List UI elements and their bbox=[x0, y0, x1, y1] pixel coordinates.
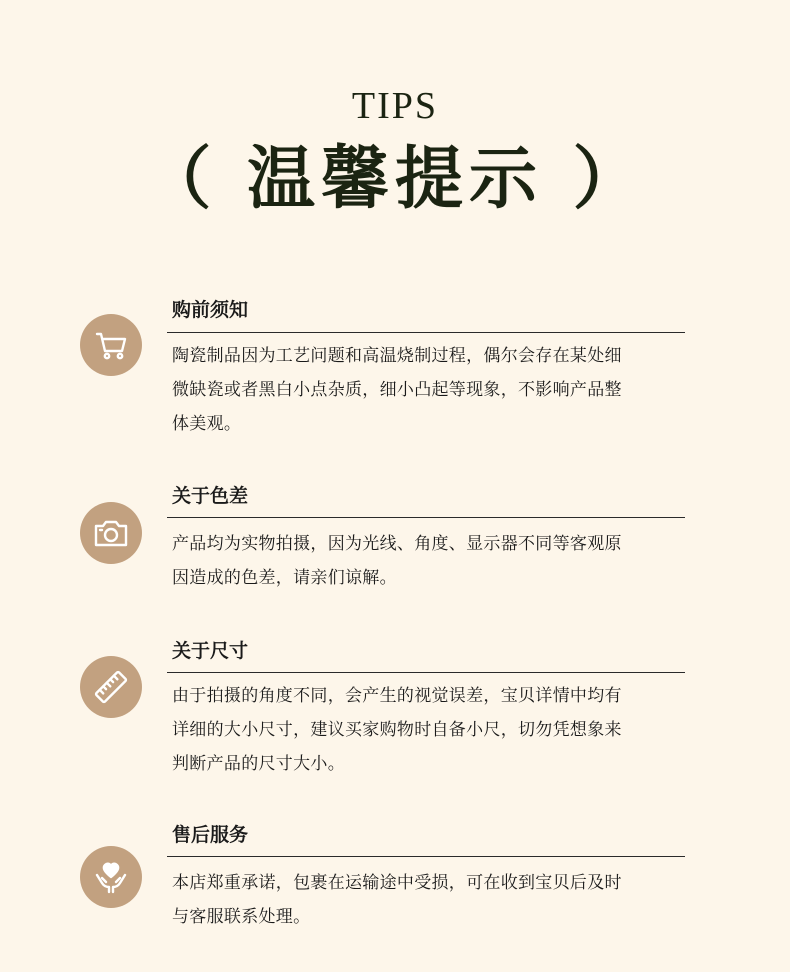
tips-heading-cn: （ 温馨提示 ） bbox=[143, 140, 647, 219]
section-title: 关于尺寸 bbox=[172, 640, 249, 662]
section-body bbox=[172, 866, 692, 934]
section-body bbox=[172, 339, 692, 441]
body-line: 本店郑重承诺，包裹在运输途中受损，可在收到宝贝后及时 bbox=[172, 873, 622, 893]
body-line: 由于拍摄的角度不同，会产生的视觉误差，宝贝详情中均有 bbox=[172, 686, 622, 706]
body-line: 详细的大小尺寸，建议买家购物时自备小尺，切勿凭想象来 bbox=[172, 720, 622, 740]
body-line: 微缺瓷或者黑白小点杂质，细小凸起等现象，不影响产品整 bbox=[172, 380, 622, 400]
section-title: 售后服务 bbox=[172, 824, 249, 846]
section-divider bbox=[167, 856, 685, 857]
section-divider bbox=[167, 672, 685, 673]
section-title: 关于色差 bbox=[172, 485, 249, 507]
body-line: 因造成的色差，请亲们谅解。 bbox=[172, 568, 397, 588]
tips-heading-en: TIPS bbox=[351, 85, 439, 127]
section-divider bbox=[167, 517, 685, 518]
body-line: 体美观。 bbox=[172, 414, 242, 434]
heart-hands-icon bbox=[80, 846, 142, 908]
section-divider bbox=[167, 332, 685, 333]
body-line: 产品均为实物拍摄，因为光线、角度、显示器不同等客观原 bbox=[172, 534, 622, 554]
ruler-icon bbox=[80, 656, 142, 718]
body-line: 陶瓷制品因为工艺问题和高温烧制过程，偶尔会存在某处细 bbox=[172, 346, 622, 366]
section-title: 购前须知 bbox=[172, 299, 249, 321]
body-line: 与客服联系处理。 bbox=[172, 907, 311, 927]
cart-icon bbox=[80, 314, 142, 376]
body-line: 判断产品的尺寸大小。 bbox=[172, 754, 345, 774]
section-body bbox=[172, 679, 692, 781]
camera-icon bbox=[80, 502, 142, 564]
section-body bbox=[172, 527, 692, 595]
